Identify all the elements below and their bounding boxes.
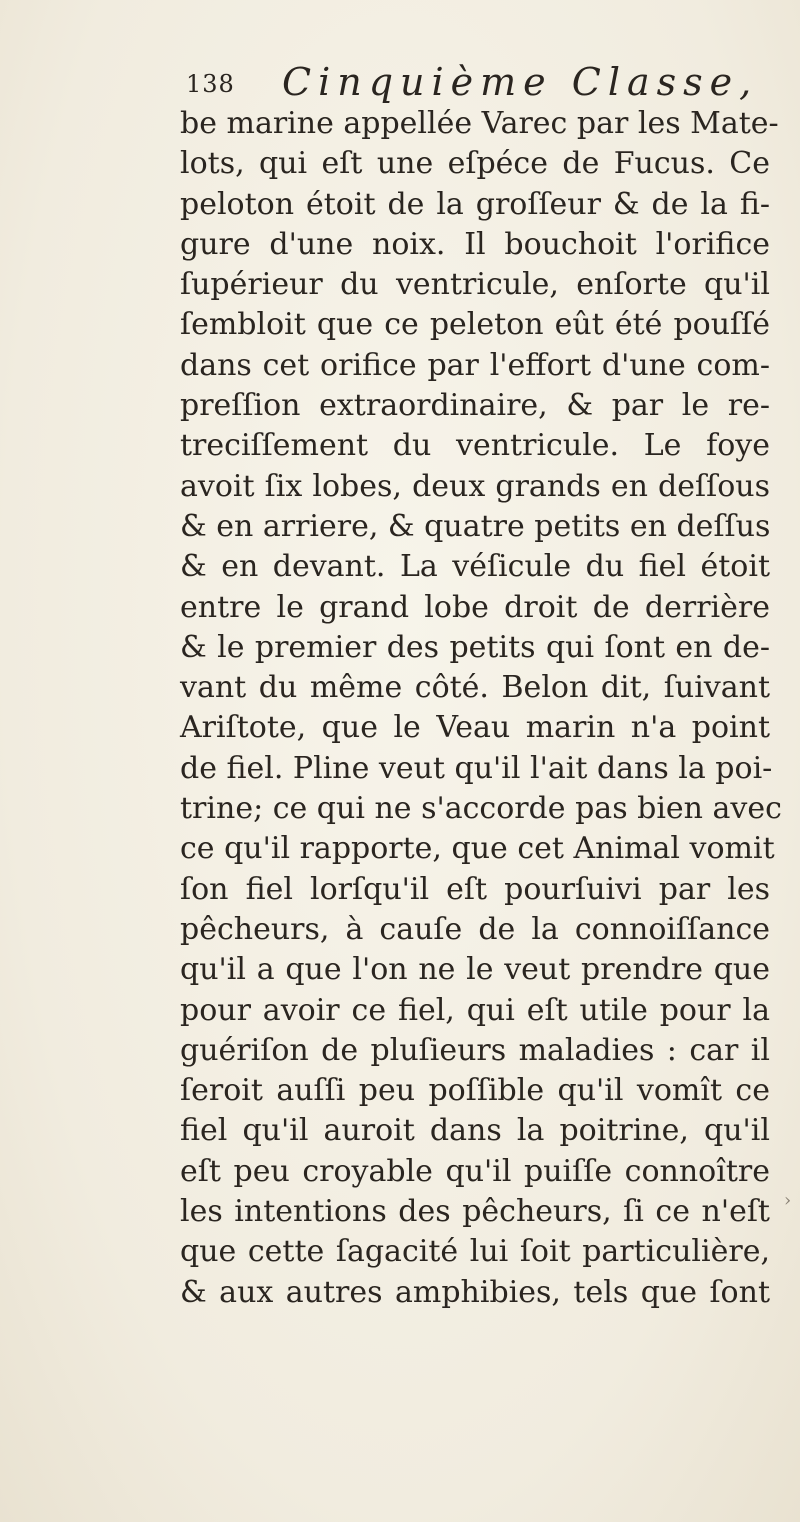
text-line: fiel qu'il auroit dans la poitrine, qu'il: [180, 1113, 770, 1149]
text-line: les intentions des pêcheurs, ſi ce n'eſt: [180, 1194, 770, 1230]
text-line: ſupérieur du ventricule, enſorte qu'il: [180, 267, 770, 303]
text-line: Ariſtote, que le Veau marin n'a point: [180, 710, 770, 746]
margin-mark: ›: [784, 1190, 792, 1211]
text-line: pêcheurs, à cauſe de la connoiſſance: [180, 911, 770, 947]
text-line: gure d'une noix. Il bouchoit l'orifice: [180, 226, 770, 262]
text-line: que cette ſagacité lui ſoit particulière,: [180, 1234, 770, 1270]
text-line: be marine appellée Varec par les Mate-: [180, 106, 779, 141]
text-line: & en arriere, & quatre petits en deſſus: [180, 508, 771, 544]
running-head: Cinquième Classe,: [282, 60, 759, 104]
text-line: peloton étoit de la groſſeur & de la fi-: [180, 186, 770, 222]
text-line: & le premier des petits qui ſont en de-: [180, 629, 770, 665]
text-line: entre le grand lobe droit de derrière: [180, 589, 770, 625]
body-text: [180, 104, 782, 1313]
text-line: trine; ce qui ne s'accorde pas bien avec: [180, 791, 782, 827]
text-line: avoit ſix lobes, deux grands en deſſous: [180, 468, 770, 504]
text-line: ce qu'il rapporte, que cet Animal vomit: [180, 831, 775, 867]
text-line: qu'il a que l'on ne le veut prendre que: [180, 952, 770, 988]
text-line: ſeroit auſſi peu poſſible qu'il vomît ce: [180, 1073, 770, 1109]
text-line: de fiel. Pline veut qu'il l'ait dans la poi-: [180, 750, 773, 786]
text-line: vant du même côté. Belon dit, ſuivant: [180, 670, 770, 706]
text-line: ſon fiel lorſqu'il eſt pourſuivi par les: [180, 871, 770, 907]
text-line: & aux autres amphibies, tels que ſont: [180, 1274, 770, 1310]
text-line: lots, qui eſt une eſpéce de Fucus. Ce: [180, 146, 770, 182]
text-line: eſt peu croyable qu'il puiſſe connoître: [180, 1153, 770, 1189]
text-line: treciſſement du ventricule. Le foye: [180, 428, 770, 464]
text-line: preſſion extraordinaire, & par le re-: [180, 388, 770, 424]
page-header: [186, 60, 776, 108]
text-line: dans cet orifice par l'effort d'une com-: [180, 347, 770, 383]
page-number: 138: [186, 70, 235, 98]
text-line: ſembloit que ce peleton eût été pouſſé: [180, 307, 770, 343]
text-line: & en devant. La véſicule du fiel étoit: [180, 549, 770, 585]
text-line: pour avoir ce fiel, qui eſt utile pour la: [180, 992, 770, 1028]
text-line: guériſon de pluſieurs maladies : car il: [180, 1032, 770, 1068]
